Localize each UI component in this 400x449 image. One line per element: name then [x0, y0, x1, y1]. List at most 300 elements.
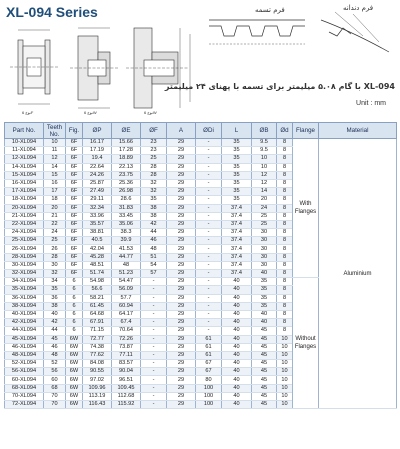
- table-cell: 35: [141, 196, 167, 204]
- table-cell: 12-XL094: [5, 155, 44, 163]
- table-cell: 48.51: [83, 261, 112, 269]
- table-cell: 8: [277, 319, 293, 327]
- table-cell: 100: [196, 384, 222, 392]
- table-cell: 6F: [66, 220, 83, 228]
- table-cell: 6: [66, 310, 83, 318]
- table-cell: 17: [44, 188, 66, 196]
- table-cell: 10: [277, 335, 293, 343]
- table-cell: -: [141, 351, 167, 359]
- tooth-profile-label: فرم دندانه: [343, 4, 374, 12]
- table-cell: -: [196, 261, 222, 269]
- table-cell: 56: [44, 368, 66, 376]
- table-cell: -: [196, 171, 222, 179]
- table-cell: 8: [277, 220, 293, 228]
- table-cell: 6: [66, 294, 83, 302]
- table-cell: 28: [141, 171, 167, 179]
- table-cell: -: [196, 294, 222, 302]
- table-cell: 45: [252, 368, 277, 376]
- table-cell: 35: [222, 171, 252, 179]
- table-cell: 100: [196, 392, 222, 400]
- table-cell: 57: [141, 270, 167, 278]
- table-cell: 30: [252, 229, 277, 237]
- table-cell: 25: [141, 155, 167, 163]
- table-cell: 35.06: [112, 220, 141, 228]
- table-cell: 72.77: [83, 335, 112, 343]
- table-cell: 6F: [66, 245, 83, 253]
- table-cell: 70-XL094: [5, 392, 44, 400]
- table-cell: 25: [252, 212, 277, 220]
- table-cell: -: [141, 319, 167, 327]
- table-cell: 54.47: [112, 278, 141, 286]
- table-cell: 8: [277, 261, 293, 269]
- table-cell: 9.5: [252, 147, 277, 155]
- table-cell: 45: [44, 335, 66, 343]
- table-cell: 40.5: [83, 237, 112, 245]
- table-cell: 36-XL094: [5, 294, 44, 302]
- table-cell: 6F: [66, 261, 83, 269]
- column-header: Teeth No.: [44, 123, 66, 139]
- table-cell: 37.4: [222, 229, 252, 237]
- table-cell: 29: [167, 327, 196, 335]
- table-cell: 46-XL094: [5, 343, 44, 351]
- table-cell: -: [196, 196, 222, 204]
- table-cell: 45: [252, 351, 277, 359]
- drawing-6f: [10, 30, 58, 104]
- table-cell: 29: [167, 188, 196, 196]
- table-cell: 6F: [66, 163, 83, 171]
- table-cell: -: [196, 212, 222, 220]
- table-cell: -: [141, 310, 167, 318]
- table-cell: 6F: [66, 196, 83, 204]
- table-cell: 8: [277, 204, 293, 212]
- table-cell: 25.36: [112, 179, 141, 187]
- table-cell: 32.34: [83, 204, 112, 212]
- table-cell: 16: [44, 179, 66, 187]
- table-cell: 8: [277, 179, 293, 187]
- table-cell: 40: [252, 270, 277, 278]
- table-cell: 8: [277, 155, 293, 163]
- column-header: ØP: [83, 123, 112, 139]
- table-cell: 25-XL094: [5, 237, 44, 245]
- table-cell: 18: [44, 196, 66, 204]
- table-cell: 61: [196, 335, 222, 343]
- table-cell: 6F: [66, 237, 83, 245]
- table-cell: 23: [141, 139, 167, 147]
- table-cell: 70: [44, 401, 66, 409]
- table-cell: 29: [167, 302, 196, 310]
- table-cell: 20: [44, 204, 66, 212]
- table-cell: 38: [141, 204, 167, 212]
- table-cell: 8: [277, 212, 293, 220]
- table-cell: -: [141, 392, 167, 400]
- table-cell: 32: [141, 188, 167, 196]
- table-cell: -: [141, 360, 167, 368]
- table-cell: 18-XL094: [5, 196, 44, 204]
- table-header-row: [5, 123, 397, 139]
- table-cell: 17.28: [112, 147, 141, 155]
- table-cell: 6W: [66, 384, 83, 392]
- table-cell: 6W: [66, 392, 83, 400]
- table-cell: 42: [141, 220, 167, 228]
- table-cell: 34: [44, 278, 66, 286]
- table-cell: 10: [277, 368, 293, 376]
- table-cell: 109.96: [83, 384, 112, 392]
- table-cell: 18.89: [112, 155, 141, 163]
- table-cell: 44-XL094: [5, 327, 44, 335]
- table-cell: 22.64: [83, 163, 112, 171]
- table-cell: 40: [222, 360, 252, 368]
- table-cell: 14: [44, 163, 66, 171]
- table-cell: 45: [252, 401, 277, 409]
- table-cell: -: [196, 155, 222, 163]
- table-cell: 35: [222, 196, 252, 204]
- table-cell: 6: [66, 302, 83, 310]
- table-cell: 20-XL094: [5, 204, 44, 212]
- table-cell: 35: [222, 155, 252, 163]
- table-cell: 67: [196, 368, 222, 376]
- table-cell: -: [196, 179, 222, 187]
- table-cell: 6F: [66, 229, 83, 237]
- table-cell: 6W: [66, 335, 83, 343]
- table-cell: 58.21: [83, 294, 112, 302]
- table-cell: 6F: [66, 171, 83, 179]
- table-cell: 64.68: [83, 310, 112, 318]
- table-cell: 28.6: [112, 196, 141, 204]
- table-cell: 10: [277, 384, 293, 392]
- table-cell: 33.96: [83, 212, 112, 220]
- table-cell: 72.26: [112, 335, 141, 343]
- table-cell: 17-XL094: [5, 188, 44, 196]
- table-cell: 35: [222, 163, 252, 171]
- table-cell: 29: [167, 171, 196, 179]
- table-cell: 37.4: [222, 220, 252, 228]
- table-cell: 37.4: [222, 261, 252, 269]
- table-cell: 20: [252, 196, 277, 204]
- table-cell: 24: [252, 204, 277, 212]
- table-cell: 29: [167, 343, 196, 351]
- table-cell: 29: [167, 294, 196, 302]
- table-cell: 8: [277, 229, 293, 237]
- table-cell: 9.5: [252, 139, 277, 147]
- table-cell: 6: [66, 278, 83, 286]
- table-cell: 60: [44, 376, 66, 384]
- flange-label-line2: Flanges: [294, 344, 317, 351]
- table-cell: 26-XL094: [5, 245, 44, 253]
- table-cell: 48: [112, 261, 141, 269]
- pulley-drawings-svg: [4, 22, 200, 116]
- column-header: ØB: [252, 123, 277, 139]
- table-cell: 46: [44, 343, 66, 351]
- table-cell: 29: [167, 245, 196, 253]
- table-cell: 42-XL094: [5, 319, 44, 327]
- column-header: L: [222, 123, 252, 139]
- table-cell: 6: [66, 319, 83, 327]
- table-cell: 40: [222, 319, 252, 327]
- table-cell: 38: [141, 212, 167, 220]
- table-cell: 6W: [66, 376, 83, 384]
- table-cell: 12: [44, 155, 66, 163]
- table-cell: 40: [222, 278, 252, 286]
- table-cell: 27.49: [83, 188, 112, 196]
- table-cell: -: [141, 343, 167, 351]
- table-cell: 6F: [66, 253, 83, 261]
- table-cell: 32: [44, 270, 66, 278]
- table-cell: 35: [44, 286, 66, 294]
- table-cell: 10: [252, 163, 277, 171]
- table-cell: -: [196, 237, 222, 245]
- table-cell: 29: [167, 261, 196, 269]
- table-cell: 52: [44, 360, 66, 368]
- table-cell: 30: [252, 245, 277, 253]
- table-cell: -: [196, 245, 222, 253]
- profile-drawings: [203, 2, 399, 64]
- table-cell: 40: [252, 319, 277, 327]
- table-cell: 29: [167, 237, 196, 245]
- flange-label-line1: With: [299, 201, 312, 208]
- table-cell: 38.3: [112, 229, 141, 237]
- table-cell: 60.94: [112, 302, 141, 310]
- table-cell: 41.53: [112, 245, 141, 253]
- table-cell: 21: [44, 212, 66, 220]
- table-cell: 33.45: [112, 212, 141, 220]
- table-cell: -: [141, 302, 167, 310]
- table-cell: 6F: [66, 204, 83, 212]
- table-cell: -: [141, 278, 167, 286]
- table-cell: 21-XL094: [5, 212, 44, 220]
- table-cell: 8: [277, 310, 293, 318]
- table-cell: 64.17: [112, 310, 141, 318]
- table-body: [5, 139, 397, 409]
- table-cell: 40: [252, 310, 277, 318]
- table-cell: 22: [44, 220, 66, 228]
- table-cell: 74.38: [83, 343, 112, 351]
- table-cell: 40: [222, 286, 252, 294]
- table-cell: 51.23: [112, 270, 141, 278]
- table-cell: 29: [167, 155, 196, 163]
- table-cell: 40: [222, 351, 252, 359]
- unit-note: Unit : mm: [356, 100, 386, 107]
- table-cell: 6W: [66, 360, 83, 368]
- table-cell: 77.62: [83, 351, 112, 359]
- table-cell: 80: [196, 376, 222, 384]
- table-cell: 116.43: [83, 401, 112, 409]
- table-cell: 29: [167, 335, 196, 343]
- table-cell: 35: [252, 294, 277, 302]
- table-cell: 40: [222, 401, 252, 409]
- table-cell: 10: [277, 343, 293, 351]
- table-cell: 6W: [66, 343, 83, 351]
- table-cell: 16.17: [83, 139, 112, 147]
- table-cell: 30-XL094: [5, 261, 44, 269]
- tooth-profile: [321, 12, 389, 52]
- table-cell: 29: [167, 376, 196, 384]
- table-cell: 96.51: [112, 376, 141, 384]
- table-cell: 48: [141, 245, 167, 253]
- table-cell: 51: [141, 253, 167, 261]
- column-header: Material: [319, 123, 397, 139]
- table-cell: 28: [44, 253, 66, 261]
- table-cell: 8: [277, 294, 293, 302]
- table-cell: -: [196, 310, 222, 318]
- table-cell: 45: [252, 384, 277, 392]
- table-cell: 8: [277, 286, 293, 294]
- table-cell: 45: [252, 327, 277, 335]
- table-cell: 70: [44, 392, 66, 400]
- table-cell: 6F: [66, 155, 83, 163]
- table-cell: -: [141, 384, 167, 392]
- table-cell: 8: [277, 245, 293, 253]
- table-cell: -: [196, 253, 222, 261]
- table-cell: 90.55: [83, 368, 112, 376]
- table-cell: 12: [252, 179, 277, 187]
- table-cell: 40: [222, 294, 252, 302]
- table-cell: 8: [277, 163, 293, 171]
- table-cell: 11-XL094: [5, 147, 44, 155]
- table-cell: 60-XL094: [5, 376, 44, 384]
- table-cell: 25: [252, 220, 277, 228]
- table-cell: -: [196, 147, 222, 155]
- table-cell: 22-XL094: [5, 220, 44, 228]
- table-cell: 45.28: [83, 253, 112, 261]
- column-header: ØDi: [196, 123, 222, 139]
- table-cell: 8: [277, 327, 293, 335]
- table-cell: 29: [167, 196, 196, 204]
- table-cell: 100: [196, 401, 222, 409]
- table-cell: 10: [252, 155, 277, 163]
- table-cell: 16-XL094: [5, 179, 44, 187]
- table-cell: 38-XL094: [5, 302, 44, 310]
- column-header: ØE: [112, 123, 141, 139]
- table-cell: -: [196, 286, 222, 294]
- table-cell: 6F: [66, 212, 83, 220]
- table-cell: -: [196, 270, 222, 278]
- table-cell: 54: [141, 261, 167, 269]
- table-cell: 24-XL094: [5, 229, 44, 237]
- table-cell: 40: [44, 310, 66, 318]
- table-cell: 35: [222, 147, 252, 155]
- drawing-label: نوع 6W: [144, 110, 157, 115]
- table-cell: 6F: [66, 188, 83, 196]
- table-cell: 56.6: [83, 286, 112, 294]
- table-cell: 83.57: [112, 360, 141, 368]
- table-cell: 23.75: [112, 171, 141, 179]
- table-cell: 14: [252, 188, 277, 196]
- table-cell: 113.19: [83, 392, 112, 400]
- table-cell: 29: [167, 368, 196, 376]
- table-cell: -: [141, 376, 167, 384]
- table-cell: 36: [44, 294, 66, 302]
- table-cell: 30: [252, 261, 277, 269]
- table-cell: 42.04: [83, 245, 112, 253]
- table-cell: 46: [141, 237, 167, 245]
- column-header: Part No.: [5, 123, 44, 139]
- table-cell: 8: [277, 196, 293, 204]
- flange-label-line2: Flanges: [294, 209, 317, 216]
- table-cell: 23: [141, 147, 167, 155]
- table-cell: 57.7: [112, 294, 141, 302]
- column-header: Flange: [293, 123, 319, 139]
- table-cell: 15-XL094: [5, 171, 44, 179]
- flange-group-cell: [293, 278, 319, 409]
- table-cell: -: [196, 319, 222, 327]
- table-cell: 8: [277, 278, 293, 286]
- table-cell: -: [196, 278, 222, 286]
- table-cell: 6: [66, 286, 83, 294]
- table-cell: -: [196, 139, 222, 147]
- table-cell: 6W: [66, 351, 83, 359]
- table-cell: -: [196, 163, 222, 171]
- series-subtitle: XL-094 با گام ۵.۰۸ میلیمتر برای تسمه با پهنای ۲۴ میلیمتر: [164, 82, 395, 91]
- table-cell: 37.4: [222, 270, 252, 278]
- series-title: XL-094 Series: [6, 4, 98, 20]
- flange-group-cell: [293, 139, 319, 278]
- table-cell: 37.4: [222, 245, 252, 253]
- table-cell: 29: [167, 319, 196, 327]
- table-cell: 37.4: [222, 237, 252, 245]
- drawing-6w-b: [126, 28, 190, 108]
- table-cell: 34-XL094: [5, 278, 44, 286]
- table-cell: 115.92: [112, 401, 141, 409]
- table-cell: 67: [196, 360, 222, 368]
- table-row: [5, 139, 397, 147]
- table-cell: 28-XL094: [5, 253, 44, 261]
- table-cell: 8: [277, 237, 293, 245]
- table-cell: 8: [277, 171, 293, 179]
- table-cell: 28: [141, 163, 167, 171]
- table-cell: 35: [222, 179, 252, 187]
- table-cell: 67.4: [112, 319, 141, 327]
- drawing-6w-a: [70, 28, 118, 108]
- table-cell: 73.87: [112, 343, 141, 351]
- table-cell: 109.45: [112, 384, 141, 392]
- table-cell: -: [196, 220, 222, 228]
- table-cell: 54.98: [83, 278, 112, 286]
- table-cell: 29: [167, 147, 196, 155]
- table-cell: 44: [44, 327, 66, 335]
- table-cell: 61: [196, 343, 222, 351]
- table-cell: 29: [167, 204, 196, 212]
- table-cell: 29: [167, 286, 196, 294]
- table-cell: 84.08: [83, 360, 112, 368]
- table-cell: 29.11: [83, 196, 112, 204]
- column-header: ØF: [141, 123, 167, 139]
- column-header: Fig.: [66, 123, 83, 139]
- table-cell: 90.04: [112, 368, 141, 376]
- table-cell: 35: [252, 302, 277, 310]
- table-cell: 71.15: [83, 327, 112, 335]
- table-cell: 17.19: [83, 147, 112, 155]
- table-cell: 12: [252, 171, 277, 179]
- table-cell: 38: [44, 302, 66, 310]
- table-cell: 6F: [66, 147, 83, 155]
- table-cell: 35: [252, 286, 277, 294]
- table-cell: 6: [66, 327, 83, 335]
- table-cell: 56-XL094: [5, 368, 44, 376]
- table-cell: 37.4: [222, 204, 252, 212]
- table-cell: 6F: [66, 179, 83, 187]
- table-cell: 44: [141, 229, 167, 237]
- table-cell: 40: [222, 368, 252, 376]
- table-cell: 22.13: [112, 163, 141, 171]
- table-cell: 112.68: [112, 392, 141, 400]
- table-cell: -: [196, 327, 222, 335]
- table-cell: 29: [167, 139, 196, 147]
- table-cell: 35: [222, 188, 252, 196]
- table-cell: 45-XL094: [5, 335, 44, 343]
- table-cell: 8: [277, 147, 293, 155]
- table-cell: 6F: [66, 139, 83, 147]
- table-cell: -: [196, 204, 222, 212]
